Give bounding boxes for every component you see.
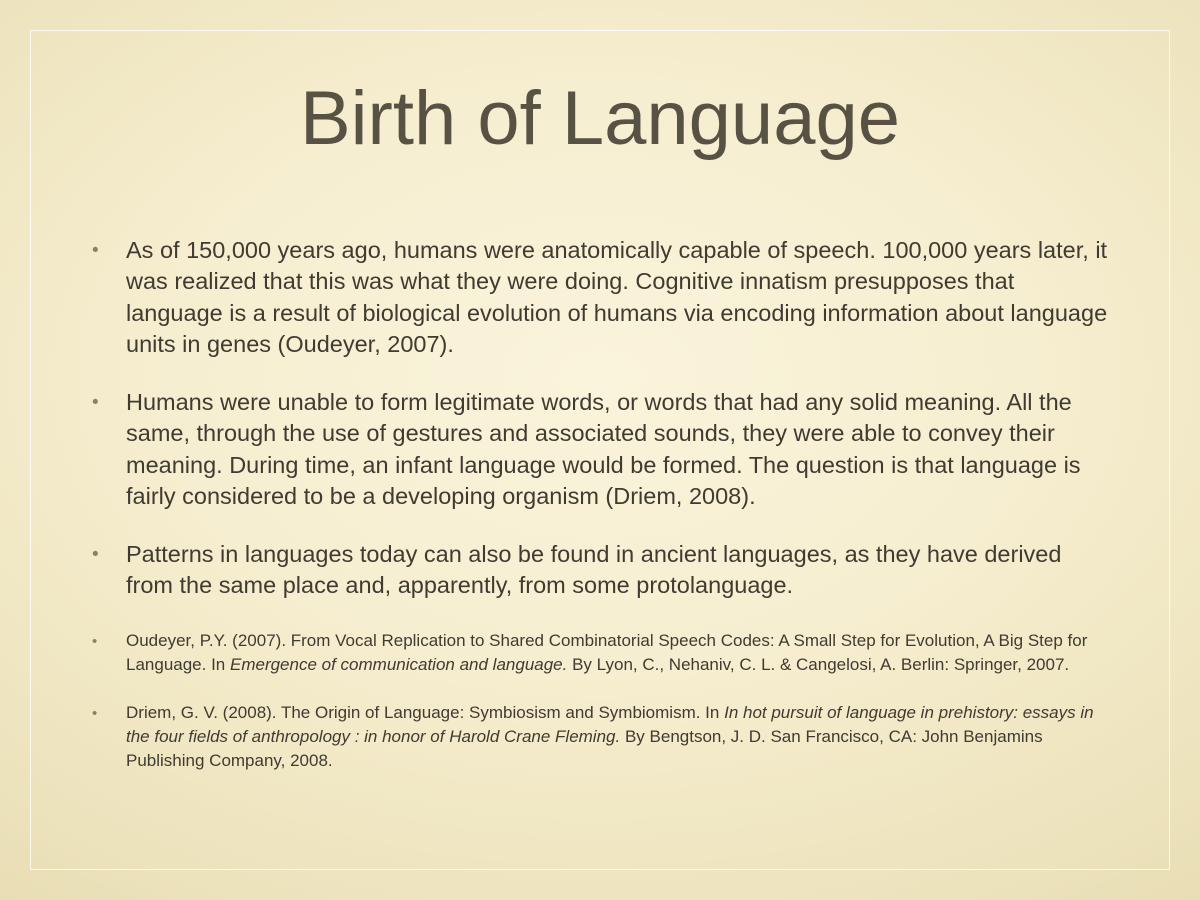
reference-text (126, 701, 1112, 773)
reference-text-part-2: By Lyon, C., Nehaniv, C. L. & Cangelosi, A. Berlin: Springer, 2007. (567, 654, 1070, 674)
reference-text-italic: Emergence of communication and language. (229, 654, 568, 674)
bullet-marker-icon: • (92, 544, 99, 565)
bullet-item (92, 387, 1112, 512)
reference-text (126, 629, 1112, 677)
bullet-marker-icon: • (92, 632, 98, 650)
slide-body (92, 235, 1112, 797)
bullet-text: Patterns in languages today can also be found in ancient languages, as they have derived from the same place and, apparently, from some protolanguage. (126, 541, 1062, 599)
bullet-text: Humans were unable to form legitimate words, or words that had any solid meaning. All the same, through the use of gestures and associated sounds, they were able to convey their meaning. During time, an infant language would be formed. The question is that language is fairly considered to be a developing organism (Driem, 2008). (126, 389, 1081, 509)
reference-text-part-2: By Bengtson, J. D. San Francisco, CA: John Benjamins Publishing Company, 2008. (126, 726, 1043, 770)
slide-title: Birth of Language (299, 76, 901, 161)
reference-text-part-1: Oudeyer, P.Y. (2007). From Vocal Replication to Shared Combinatorial Speech Codes: A Small Step for Evolution, A Big Step for Language. In (126, 630, 1088, 674)
bullet-item (92, 539, 1112, 602)
references-list (92, 629, 1112, 774)
reference-item (92, 701, 1112, 773)
bullet-marker-icon: • (92, 240, 99, 261)
bullet-item (92, 235, 1112, 360)
reference-text-part-1: Driem, G. V. (2008). The Origin of Language: Symbiosism and Symbiomism. In (126, 702, 725, 722)
bullet-text: As of 150,000 years ago, humans were anatomically capable of speech. 100,000 years later, it was realized that this was what they were doing. Cognitive innatism presupposes that language is a result of biological evolution of humans via encoding information about language units in genes (Oudeyer, 2007). (126, 237, 1108, 357)
reference-text-italic: In hot pursuit of language in prehistory: essays in the four fields of anthropology : in honor of Harold Crane Fleming. (126, 702, 1094, 746)
bullet-marker-icon: • (92, 392, 99, 413)
bullet-marker-icon: • (92, 704, 98, 722)
reference-item (92, 629, 1112, 677)
